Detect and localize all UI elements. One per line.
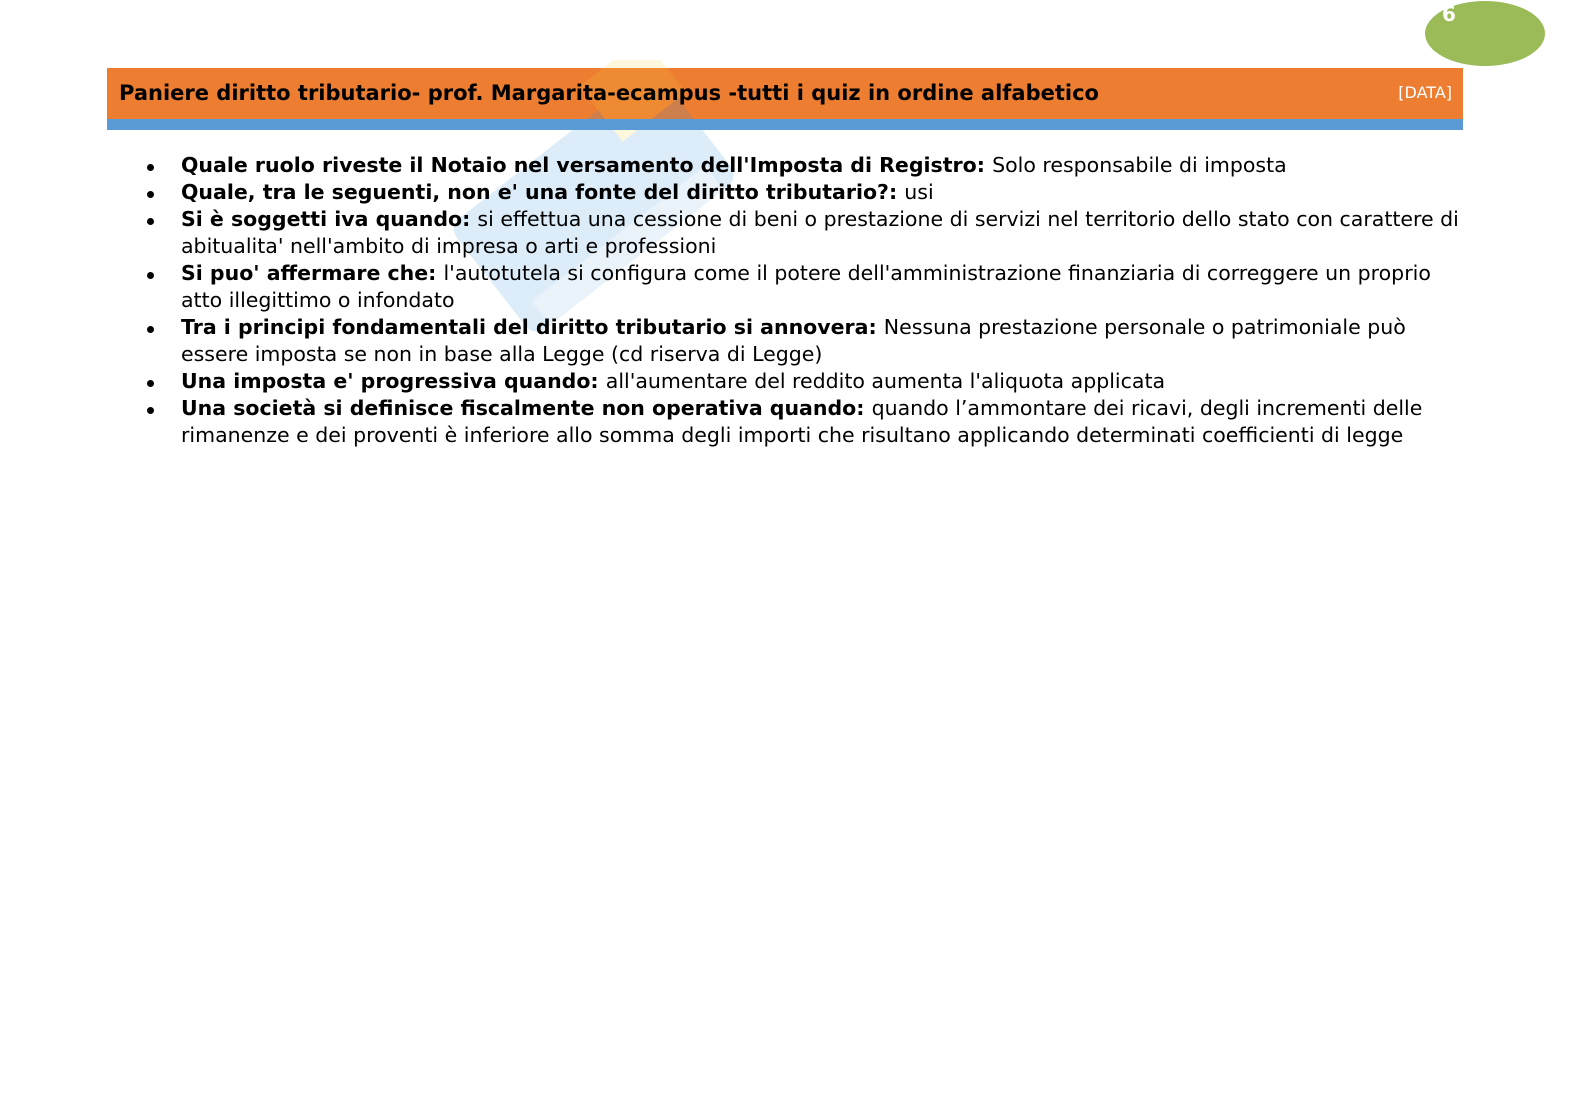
- answer-text: Nessuna prestazione personale o patrimoniale può essere imposta se non in base alla Legge (cd riserva di Legge): [181, 315, 1406, 366]
- question-text: Tra i principi fondamentali del diritto tributario si annovera:: [181, 315, 884, 339]
- list-item: [142, 152, 1462, 179]
- bullet-icon: [147, 218, 154, 225]
- question-text: Quale, tra le seguenti, non e' una fonte del diritto tributario?:: [181, 180, 905, 204]
- answer-text: quando l’ammontare dei ricavi, degli incrementi delle rimanenze e dei proventi è inferiore allo somma degli importi che risultano applicando determinati coefficienti di legge: [181, 396, 1423, 447]
- answer-text: si effettua una cessione di beni o prestazione di servizi nel territorio dello stato con carattere di abitualita' nell'ambito di impresa o arti e professioni: [181, 207, 1459, 258]
- bullet-icon: [147, 191, 154, 198]
- bullet-icon: [147, 164, 154, 171]
- bullet-icon: [147, 326, 154, 333]
- page-number: 6: [1442, 2, 1456, 26]
- header-title: Paniere diritto tributario- prof. Margarita-ecampus -tutti i quiz in ordine alfabetico: [119, 81, 1099, 105]
- answer-text: Solo responsabile di imposta: [992, 153, 1287, 177]
- question-text: Si è soggetti iva quando:: [181, 207, 478, 231]
- question-text: Una imposta e' progressiva quando:: [181, 369, 606, 393]
- list-item: [142, 260, 1462, 314]
- list-item: [142, 314, 1462, 368]
- list-item: [142, 179, 1462, 206]
- answer-text: l'autotutela si configura come il potere dell'amministrazione finanziaria di correggere un proprio atto illegittimo o infondato: [181, 261, 1431, 312]
- list-item: [142, 368, 1462, 395]
- question-text: Una società si definisce fiscalmente non operativa quando:: [181, 396, 872, 420]
- quiz-list: [142, 152, 1462, 449]
- answer-text: all'aumentare del reddito aumenta l'aliquota applicata: [605, 369, 1166, 393]
- list-item: [142, 395, 1462, 449]
- answer-text: usi: [904, 180, 934, 204]
- question-text: Quale ruolo riveste il Notaio nel versamento dell'Imposta di Registro:: [181, 153, 993, 177]
- header-rule: [107, 119, 1463, 130]
- question-text: Si puo' affermare che:: [181, 261, 444, 285]
- bullet-icon: [147, 407, 154, 414]
- header-date: [DATA]: [1398, 83, 1452, 102]
- bullet-icon: [147, 380, 154, 387]
- bullet-icon: [147, 272, 154, 279]
- list-item: [142, 206, 1462, 260]
